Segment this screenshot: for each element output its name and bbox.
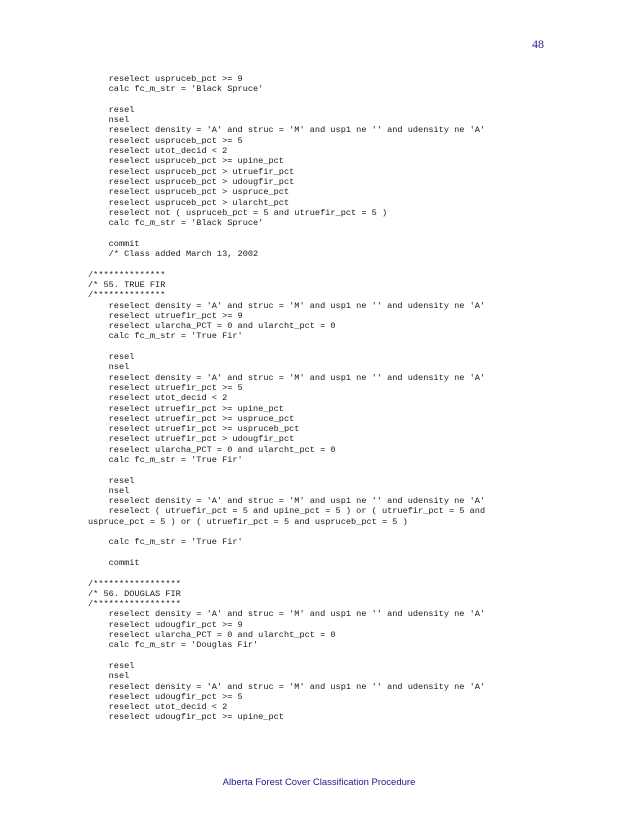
- code-line: resel: [88, 352, 135, 363]
- code-line: calc fc_m_str = 'Black Spruce': [88, 84, 264, 95]
- code-line: commit: [88, 238, 140, 249]
- code-line: reselect utruefir_pct >= uspruce_pct: [88, 413, 295, 424]
- code-line: reselect utruefir_pct >= uspruceb_pct: [88, 424, 300, 435]
- code-line: [88, 651, 558, 661]
- code-line: [88, 342, 558, 352]
- code-line: calc fc_m_str = 'Black Spruce': [88, 218, 264, 229]
- code-line: calc fc_m_str = 'True Fir': [88, 537, 243, 548]
- code-line: /*****************: [88, 599, 181, 610]
- code-line: [88, 95, 558, 105]
- code-line: reselect density = 'A' and struc = 'M' and usp1 ne '' and udensity ne 'A': [88, 681, 486, 692]
- code-line: /**************: [88, 290, 166, 301]
- code-line: reselect ularcha_PCT = 0 and ularcht_pct = 0: [88, 444, 336, 455]
- code-line: uspruce_pct = 5 ) or ( utruefir_pct = 5 and uspruceb_pct = 5 ): [88, 516, 408, 527]
- code-line: reselect uspruceb_pct > uspruce_pct: [88, 187, 290, 198]
- code-line: nsel: [88, 485, 130, 496]
- code-line: reselect density = 'A' and struc = 'M' and usp1 ne '' and udensity ne 'A': [88, 496, 486, 507]
- code-line: reselect ularcha_PCT = 0 and ularcht_pct = 0: [88, 630, 336, 641]
- code-block: [88, 74, 558, 723]
- code-line: calc fc_m_str = 'True Fir': [88, 454, 243, 465]
- code-line: reselect udougfir_pct >= upine_pct: [88, 712, 284, 723]
- code-line: reselect utot_decid < 2: [88, 702, 228, 713]
- code-line: calc fc_m_str = 'Douglas Fir': [88, 640, 259, 651]
- code-line: /* Class added March 13, 2002: [88, 249, 259, 260]
- code-line: reselect uspruceb_pct >= 9: [88, 74, 243, 84]
- code-line: reselect density = 'A' and struc = 'M' and usp1 ne '' and udensity ne 'A': [88, 300, 486, 311]
- code-line: reselect uspruceb_pct > utruefir_pct: [88, 166, 295, 177]
- code-line: [88, 527, 558, 537]
- code-line: [88, 259, 558, 269]
- code-line: reselect uspruceb_pct >= 5: [88, 135, 243, 146]
- code-line: [88, 465, 558, 475]
- code-line: reselect udougfir_pct >= 9: [88, 619, 243, 630]
- code-line: /* 55. TRUE FIR: [88, 279, 166, 290]
- code-line: reselect utruefir_pct >= 9: [88, 310, 243, 321]
- code-line: reselect utot_decid < 2: [88, 146, 228, 157]
- code-line: reselect ularcha_PCT = 0 and ularcht_pct = 0: [88, 321, 336, 332]
- code-line: /* 56. DOUGLAS FIR: [88, 588, 181, 599]
- code-line: resel: [88, 104, 135, 115]
- code-line: [88, 568, 558, 578]
- page-number: 48: [532, 37, 544, 51]
- code-line: reselect not ( uspruceb_pct = 5 and utruefir_pct = 5 ): [88, 207, 388, 218]
- code-line: reselect utruefir_pct >= upine_pct: [88, 403, 284, 414]
- page-footer: Alberta Forest Cover Classification Procedure: [222, 777, 416, 788]
- code-line: /*****************: [88, 578, 181, 589]
- code-line: [88, 548, 558, 558]
- code-line: reselect uspruceb_pct > udougfir_pct: [88, 176, 295, 187]
- code-line: nsel: [88, 115, 130, 126]
- code-line: reselect utruefir_pct > udougfir_pct: [88, 434, 295, 445]
- code-line: calc fc_m_str = 'True Fir': [88, 331, 243, 342]
- code-line: reselect density = 'A' and struc = 'M' and usp1 ne '' and udensity ne 'A': [88, 372, 486, 383]
- code-line: [88, 228, 558, 238]
- code-line: reselect density = 'A' and struc = 'M' and usp1 ne '' and udensity ne 'A': [88, 609, 486, 620]
- code-line: reselect density = 'A' and struc = 'M' and usp1 ne '' and udensity ne 'A': [88, 125, 486, 136]
- code-line: reselect utot_decid < 2: [88, 393, 228, 404]
- code-line: reselect utruefir_pct >= 5: [88, 382, 243, 393]
- code-line: reselect uspruceb_pct > ularcht_pct: [88, 197, 290, 208]
- code-line: resel: [88, 660, 135, 671]
- code-line: nsel: [88, 671, 130, 682]
- code-line: reselect uspruceb_pct >= upine_pct: [88, 156, 284, 167]
- code-line: resel: [88, 475, 135, 486]
- code-line: commit: [88, 557, 140, 568]
- code-line: nsel: [88, 362, 130, 373]
- code-line: /**************: [88, 269, 166, 280]
- code-line: reselect ( utruefir_pct = 5 and upine_pct = 5 ) or ( utruefir_pct = 5 and: [88, 506, 486, 517]
- code-line: reselect udougfir_pct >= 5: [88, 691, 243, 702]
